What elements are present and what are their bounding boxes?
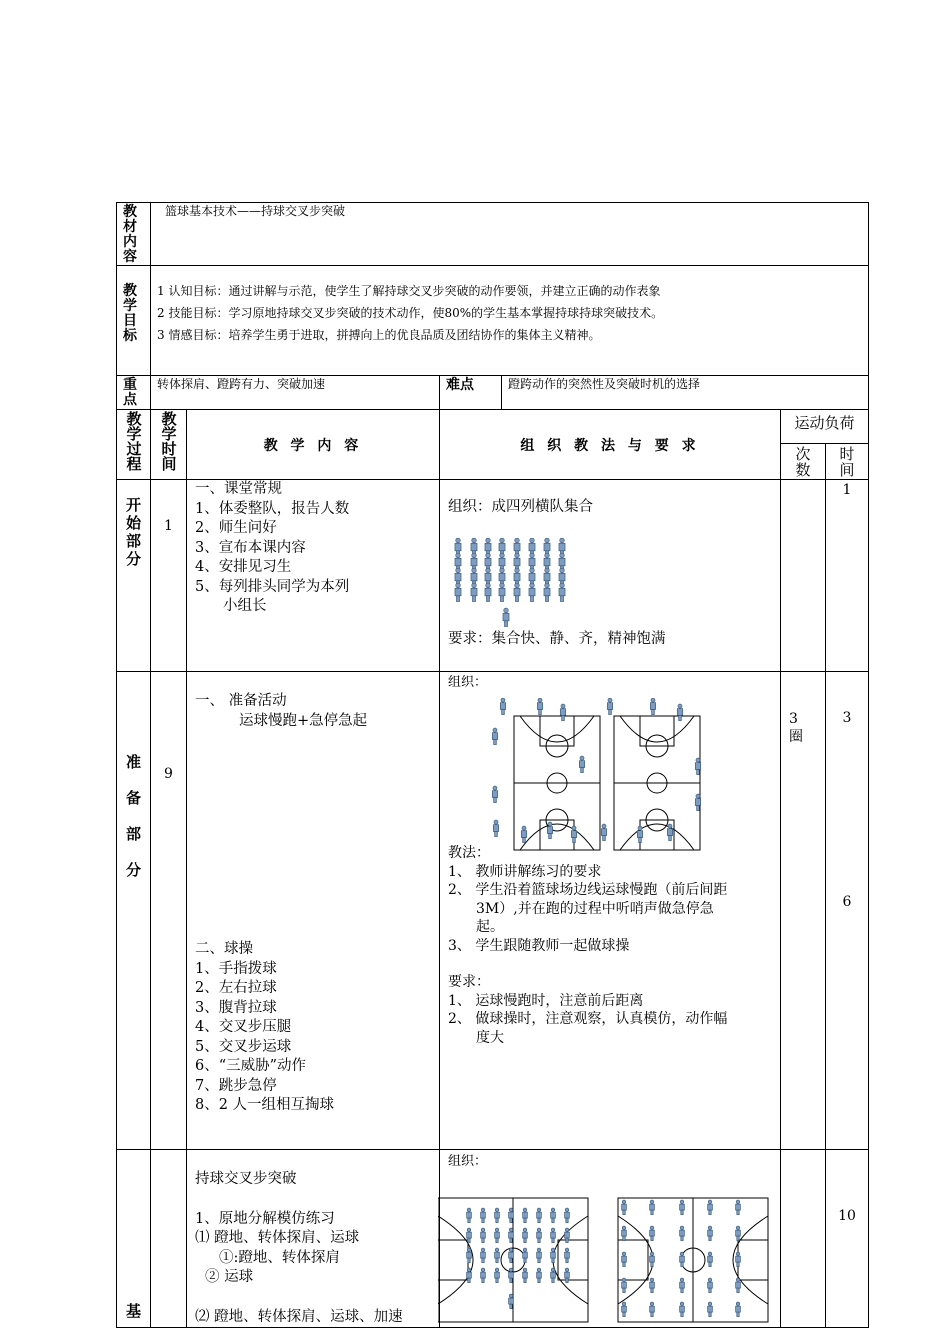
process-header: 教学过程 bbox=[117, 410, 151, 480]
lesson-table bbox=[116, 202, 869, 1328]
goals-label: 教学目标 bbox=[117, 266, 151, 376]
student-figure-icon bbox=[514, 583, 520, 601]
start-content: 一、课堂常规 1、体委整队，报告人数 2、师生问好 3、宣布本课内容 4、安排见习生 5、每列排头同学为本列 小组长 bbox=[187, 480, 440, 672]
student-figure-icon bbox=[537, 698, 542, 714]
count-header: 次数 bbox=[781, 444, 826, 480]
student-figure-icon bbox=[481, 1228, 486, 1243]
warmup-count: 3圈 bbox=[781, 672, 826, 1150]
goal-1: 1 认知目标：通过讲解与示范，使学生了解持球交叉步突破的动作要领，并建立正确的动作表象 bbox=[157, 284, 661, 298]
student-figure-icon bbox=[500, 698, 505, 714]
basic-count bbox=[781, 1150, 826, 1328]
basketball-court-dribble-diagram bbox=[490, 698, 720, 858]
student-figure-icon bbox=[499, 583, 505, 601]
method-header: 组 织 教 法 与 要 求 bbox=[440, 410, 781, 480]
student-figure-icon bbox=[503, 608, 509, 626]
student-figure-icon bbox=[650, 1252, 655, 1267]
student-figure-icon bbox=[708, 1302, 713, 1317]
goals-cell bbox=[151, 266, 869, 376]
student-figure-icon bbox=[547, 822, 552, 838]
student-figure-icon bbox=[736, 1252, 741, 1267]
key-label: 重点 bbox=[117, 376, 151, 410]
start-section-name: 开始部分 bbox=[117, 480, 151, 672]
student-figure-icon bbox=[680, 1302, 685, 1317]
student-figure-icon bbox=[467, 1248, 472, 1263]
student-figure-icon bbox=[607, 698, 612, 714]
student-figure-icon bbox=[565, 1248, 570, 1263]
student-figure-icon bbox=[601, 824, 606, 840]
student-figure-icon bbox=[736, 1302, 741, 1317]
student-figure-icon bbox=[736, 1200, 741, 1215]
difficulty-label: 难点 bbox=[440, 376, 502, 410]
warmup-duration: 3 6 bbox=[826, 672, 869, 1150]
student-figure-icon bbox=[680, 1278, 685, 1293]
student-figure-icon bbox=[481, 1248, 486, 1263]
student-figure-icon bbox=[736, 1278, 741, 1293]
student-figure-icon bbox=[551, 1248, 556, 1263]
start-organization: 组织：成四列横队集合 要求：集合快、静、齐，精神饱满 bbox=[440, 480, 781, 672]
student-figure-icon bbox=[495, 1248, 500, 1263]
student-figure-icon bbox=[492, 786, 497, 802]
half-court-practice-diagram bbox=[438, 1196, 770, 1326]
student-figure-icon bbox=[680, 1226, 685, 1241]
student-figure-icon bbox=[467, 1208, 472, 1223]
student-figure-icon bbox=[565, 1208, 570, 1223]
student-figure-icon bbox=[523, 1248, 528, 1263]
student-figure-icon bbox=[551, 1268, 556, 1283]
student-figure-icon bbox=[529, 583, 535, 601]
student-figure-icon bbox=[622, 1278, 627, 1293]
goal-2: 2 技能目标：学习原地持球交叉步突破的技术动作，使80%的学生基本掌握持球持球突破技术。 bbox=[157, 306, 664, 320]
student-figure-icon bbox=[667, 824, 672, 840]
student-figure-icon bbox=[650, 698, 655, 714]
goal-3: 3 情感目标：培养学生勇于进取，拼搏向上的优良品质及团结协作的集体主义精神。 bbox=[157, 328, 601, 342]
basic-duration: 10 bbox=[826, 1150, 869, 1328]
student-figure-icon bbox=[560, 704, 565, 720]
student-figure-icon bbox=[571, 826, 576, 842]
student-figure-icon bbox=[708, 1226, 713, 1241]
duration-header: 时间 bbox=[826, 444, 869, 480]
student-figure-icon bbox=[537, 1248, 542, 1263]
student-figure-icon bbox=[493, 820, 498, 836]
difficulty-value: 蹬跨动作的突然性及突破时机的选择 bbox=[502, 376, 869, 410]
student-figure-icon bbox=[559, 583, 565, 601]
warmup-content: 一、 准备活动 运球慢跑+急停急起 二、球操 1、手指拨球 2、左右拉球 3、腹背拉球 4、交叉步压腿 5、交叉步运球 6、“三威胁”动作 7、跳步急停 8、2 人一组相互掏球 bbox=[187, 672, 440, 1150]
student-figure-icon bbox=[551, 1228, 556, 1243]
student-figure-icon bbox=[495, 1268, 500, 1283]
student-figure-icon bbox=[650, 1200, 655, 1215]
student-figure-icon bbox=[523, 1208, 528, 1223]
student-figure-icon bbox=[736, 1226, 741, 1241]
student-figure-icon bbox=[551, 1208, 556, 1223]
basic-section-name: 基 bbox=[117, 1150, 151, 1328]
student-figure-icon bbox=[650, 1278, 655, 1293]
student-figure-icon bbox=[485, 583, 491, 601]
four-rank-formation-diagram bbox=[454, 538, 594, 638]
start-duration: 1 bbox=[826, 480, 869, 672]
student-figure-icon bbox=[579, 756, 584, 772]
warmup-organization: 组织： 教法： 1、 教师讲解练习的要求 2、 学生沿着篮球场边线运球慢跑（前后间距 3M）,并在跑的过程中听哨声做急停急 起。 3、 学生跟随教师一起做球操 要求： 1、 运球慢跑时，注意前后距离 2、 做球操时，注意观察，认真模仿，动作幅 度大 bbox=[440, 672, 781, 1150]
student-figure-icon bbox=[495, 1208, 500, 1223]
student-figure-icon bbox=[523, 1268, 528, 1283]
student-figure-icon bbox=[708, 1200, 713, 1215]
basic-content: 持球交叉步突破 1、原地分解模仿练习 ⑴ 蹬地、转体探肩、运球 ①:蹬地、转体探肩 ② 运球 ⑵ 蹬地、转体探肩、运球、加速 bbox=[187, 1150, 440, 1328]
student-figure-icon bbox=[481, 1208, 486, 1223]
student-figure-icon bbox=[677, 704, 682, 720]
start-time: 1 bbox=[151, 480, 187, 672]
student-figure-icon bbox=[495, 1228, 500, 1243]
student-figure-icon bbox=[622, 1226, 627, 1241]
student-figure-icon bbox=[537, 1228, 542, 1243]
load-header: 运动负荷 bbox=[781, 410, 869, 444]
student-figure-icon bbox=[680, 1252, 685, 1267]
time-header: 教学时间 bbox=[151, 410, 187, 480]
warmup-section-name: 准备部分 bbox=[117, 672, 151, 1150]
start-count bbox=[781, 480, 826, 672]
student-figure-icon bbox=[455, 583, 461, 601]
student-figure-icon bbox=[708, 1252, 713, 1267]
student-figure-icon bbox=[481, 1268, 486, 1283]
student-figure-icon bbox=[492, 728, 497, 744]
student-figure-icon bbox=[521, 826, 526, 842]
warmup-time: 9 bbox=[151, 672, 187, 1150]
student-figure-icon bbox=[537, 1208, 542, 1223]
student-figure-icon bbox=[471, 583, 477, 601]
student-figure-icon bbox=[523, 1228, 528, 1243]
key-value: 转体探肩、蹬跨有力、突破加速 bbox=[151, 376, 440, 410]
student-figure-icon bbox=[650, 1302, 655, 1317]
student-figure-icon bbox=[650, 1226, 655, 1241]
student-figure-icon bbox=[622, 1252, 627, 1267]
material-label: 教材内容 bbox=[117, 203, 151, 266]
student-figure-icon bbox=[537, 1268, 542, 1283]
student-figure-icon bbox=[708, 1278, 713, 1293]
student-figure-icon bbox=[622, 1200, 627, 1215]
basic-time bbox=[151, 1150, 187, 1328]
student-figure-icon bbox=[622, 1302, 627, 1317]
student-figure-icon bbox=[544, 583, 550, 601]
content-header: 教 学 内 容 bbox=[187, 410, 440, 480]
basic-organization: 组织： bbox=[440, 1150, 781, 1328]
material-value: 篮球基本技术——持球交叉步突破 bbox=[151, 203, 869, 266]
student-figure-icon bbox=[680, 1200, 685, 1215]
student-figure-icon bbox=[637, 826, 642, 842]
